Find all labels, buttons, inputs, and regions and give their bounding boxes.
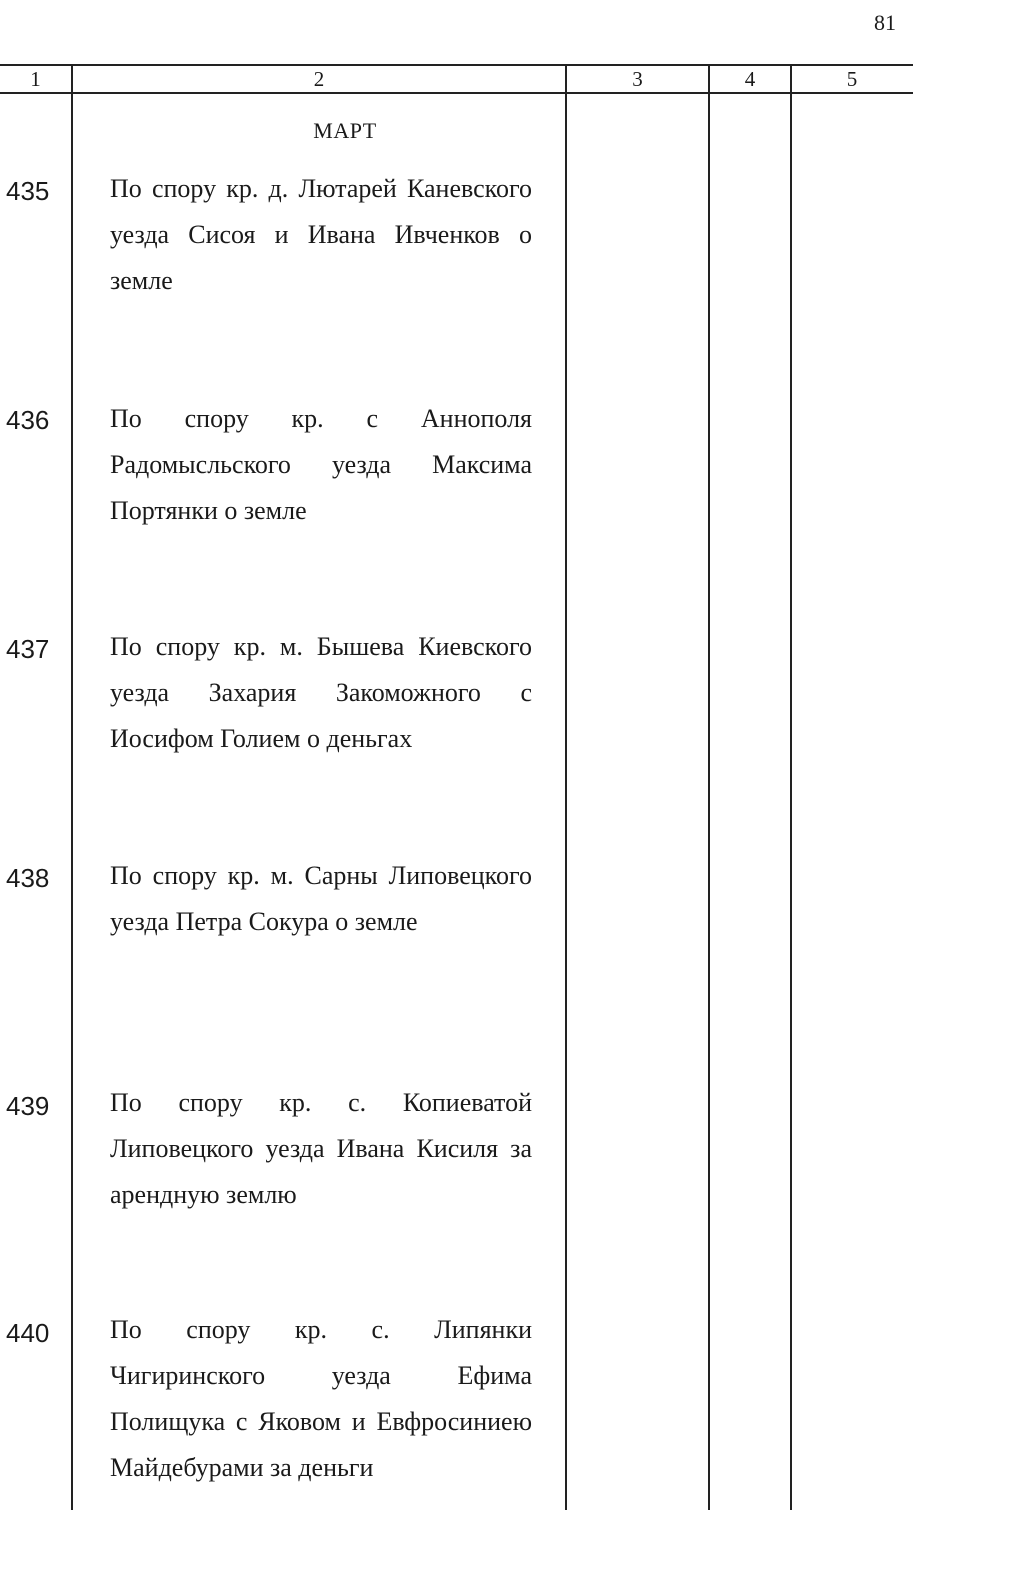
row-number: 440 [6,1318,50,1348]
row-number: 438 [6,863,50,893]
column-header-3: 3 [632,67,643,91]
column-header-2: 2 [313,67,325,91]
row-text: По спору кр. м. Сарны Липовецкого уезда Петра Сокура о земле [110,861,532,936]
row-text: По спору кр. с Аннополя Радомысльского уезда Максима Портянки о земле [110,404,532,525]
column-divider-3 [708,64,710,1510]
column-divider-1 [71,64,73,1510]
column-divider-2 [565,64,567,1510]
row-text: По спору кр. с. Копиеватой Липовецкого уезда Ивана Кисиля за арендную землю [110,1088,532,1209]
row-number: 436 [6,405,50,435]
row-text: По спору кр. м. Бышева Киевского уезда Захария Закоможного с Иосифом Голием о деньгах [110,632,532,753]
row-number: 437 [6,634,50,664]
row-text: По спору кр. д. Лютарей Каневского уезда Сисоя и Ивана Ивченков о земле [110,174,532,295]
column-header-1: 1 [30,67,41,91]
table-header-border [0,92,913,94]
page-number: 81 [874,10,896,35]
section-title: МАРТ [313,118,377,143]
column-header-4: 4 [744,67,756,91]
row-text: По спору кр. с. Липянки Чигиринского уезда Ефима Полищука с Яковом и Евфросиниею Майдебурами за деньги [110,1315,532,1482]
row-number: 439 [6,1091,50,1121]
row-number: 435 [6,176,50,206]
column-divider-4 [790,64,792,1510]
column-header-5: 5 [846,67,858,91]
